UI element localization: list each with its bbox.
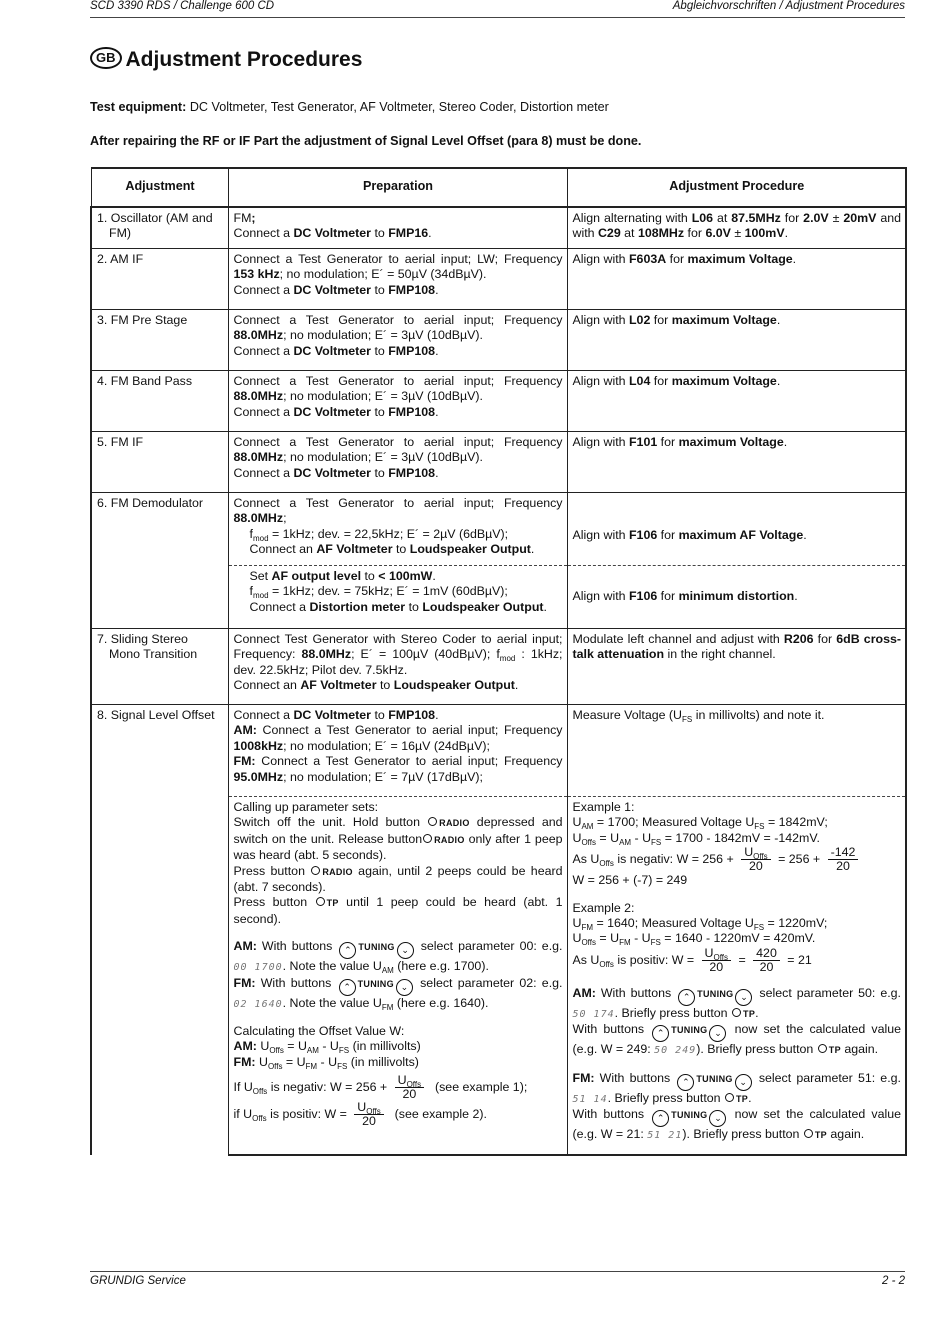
radio-button-icon [423,834,432,843]
tuning-down-icon: ⌄ [396,979,413,996]
page-footer [90,1271,905,1290]
col-preparation: Preparation [228,168,567,207]
radio-button-icon [428,817,437,826]
gb-badge: GB [90,47,122,69]
tuning-down-icon: ⌄ [709,1025,726,1042]
tuning-up-icon: ⌃ [339,979,356,996]
page-title [90,47,362,72]
radio-button-icon [311,866,320,875]
header-right: Abgleichvorschriften / Adjustment Procedures [672,0,905,12]
footer-left: GRUNDIG Service [90,1275,186,1287]
notice: After repairing the RF or IF Part the adjustment of Signal Level Offset (para 8) must be done. [90,134,642,148]
tp-button-icon [818,1044,827,1053]
tp-button-icon [804,1129,813,1138]
table-row: 8. Signal Level Offset Connect a DC Voltmeter to FMP108. AM: Connect a Test Generator to aerial input; Frequency 1008kHz; no modulation; E´ = 16µV (24dBµV); FM: Connect a Test Generator to aerial input; Frequency 95.0MHz; no modulation; E´ = 7µV (17dBµV); Measure Voltage ($U_{FS}$ in millivolts) and note it. [91,705,906,797]
table-row: 2. AM IF Connect a Test Generator to aerial input; LW; Frequency 153 kHz; no modulation; E´ = 50µV (34dBµV). Connect a DC Voltmeter to FMP108. Align with F603A for maximum Voltage. [91,249,906,310]
tuning-up-icon: ⌃ [678,989,695,1006]
test-equipment-label: Test equipment: [90,100,187,114]
tuning-down-icon: ⌄ [397,942,414,959]
test-equipment-text: DC Voltmeter, Test Generator, AF Voltmeter, Stereo Coder, Distortion meter [189,100,609,114]
page-header [90,0,905,18]
tp-button-icon [732,1008,741,1017]
title-text: Adjustment Procedures [125,48,363,71]
table-row: 4. FM Band Pass Connect a Test Generator to aerial input; Frequency 88.0MHz; no modulation; E´ = 3µV (10dBµV). Connect a DC Voltmeter to FMP108. Align with L04 for maximum Voltage. [91,371,906,432]
test-equipment [90,100,609,114]
tuning-down-icon: ⌄ [709,1110,726,1127]
adjustment-table [90,167,907,1156]
tuning-up-icon: ⌃ [677,1074,694,1091]
table-row: Calling up parameter sets: Switch off the unit. Hold button RADIO depressed and switch on the unit. Release button RADIO only after 1 peep was heard (abt. 5 seconds). Press button RADIO again, until 2 peeps could be heard (abt. 7 seconds). Press button TP until 1 peep could be heard (abt. 1 second). AM: With buttons ⌃ TUNING ⌄ select parameter 00: e.g. 00 1700. Note the value $U_{AM}$ (here e.g. 1700). FM: With buttons ⌃ TUNING ⌄ select parameter 02: e.g. 02 1640. Note the value $U_{FM}$ (here e.g. 1640). Calculating the Offset Value W: AM: $U_{Offs} = U_{AM} - U_{FS}$ (in millivolts) FM: $U_{Offs} = U_{FM} - U_{FS}$ (in millivolts) If $U_{Offs}$ is negativ: W = 256 + $\frac{U_{Offs}}{20}$ (see example 1); if $U_{Offs}$ is positiv: W = $\frac{U_{Offs}}{20}$ (see example 2). Example 1: $U_{AM} = 1700$; Measured Voltage $U_{FS} = 1842mV$; $U_{Offs} = U_{AM} - U_{FS} = 1700 - 1842mV = -142mV$. As $U_{Offs}$ is negativ: W = 256 + $\frac{U_{Offs}}{20}$ = 256 + $\frac{-142}{20}$ W = 256 + (-7) = 249 Example 2: $U_{FM} = 1640$; Measured Voltage $U_{FS} = 1220mV$; $U_{Offs} = U_{FM} - U_{FS} = 1640 - 1220mV = 420mV$. As $U_{Offs}$ is positiv: W = $\frac{U_{Offs}}{20}$ = $\frac{420}{20}$ = 21 AM: With buttons ⌃ TUNING ⌄ select parameter 50: e.g. 50 174. Briefly press button TP. With buttons ⌃ TUNING ⌄ now set the calculated value (e.g. W = 249: 50 249). Briefly press button TP again. FM: With buttons ⌃ TUNING ⌄ select parameter 51: e.g. 51 14. Briefly press button TP. With buttons ⌃ TUNING ⌄ now set the calculated value (e.g. W = 21: 51 21). Briefly press button TP again. [91,797,906,1156]
col-adjustment: Adjustment [91,168,228,207]
header-left: SCD 3390 RDS / Challenge 600 CD [90,0,275,12]
table-row: 5. FM IF Connect a Test Generator to aerial input; Frequency 88.0MHz; no modulation; E´ = 3µV (10dBµV). Connect a DC Voltmeter to FMP108. Align with F101 for maximum Voltage. [91,432,906,493]
tuning-up-icon: ⌃ [652,1025,669,1042]
table-row: 6. FM Demodulator Connect a Test Generator to aerial input; Frequency 88.0MHz; $f_{mod} = 1kHz$; dev. = 22,5kHz; E´ = 2µV (6dBµV); Connect an AF Voltmeter to Loudspeaker Output. Align with F106 for maximum AF Voltage. [91,493,906,566]
tp-button-icon [725,1093,734,1102]
table-row: 1. Oscillator (AM and FM) FM; Connect a DC Voltmeter to FMP16. Align alternating with L06 at 87.5MHz for 2.0V ± 20mV and with C29 at 108MHz for 6.0V ± 100mV. [91,207,906,249]
tuning-down-icon: ⌄ [735,989,752,1006]
table-row: Set AF output level to < 100mW. $f_{mod} = 1kHz$; dev. = 75kHz; E´ = 1mV (60dBµV); Connect a Distortion meter to Loudspeaker Output. Align with F106 for minimum distortion. [91,566,906,629]
page-number: 2 - 2 [881,1275,905,1287]
tuning-up-icon: ⌃ [652,1110,669,1127]
table-row: 3. FM Pre Stage Connect a Test Generator to aerial input; Frequency 88.0MHz; no modulation; E´ = 3µV (10dBµV). Connect a DC Voltmeter to FMP108. Align with L02 for maximum Voltage. [91,310,906,371]
tuning-up-icon: ⌃ [339,942,356,959]
tp-button-icon [316,897,325,906]
tuning-down-icon: ⌄ [735,1074,752,1091]
table-row: 7. Sliding Stereo Mono Transition Connect Test Generator with Stereo Coder to aerial input; Frequency: 88.0MHz; E´ = 100µV (40dBµV); $f_{mod}$ : 1kHz; dev. 22.5kHz; Pilot dev. 7.5kHz. Connect an AF Voltmeter to Loudspeaker Output. Modulate left channel and adjust with R206 for 6dB cross-talk attenuation in the right channel. [91,629,906,705]
col-procedure: Adjustment Procedure [567,168,906,207]
table-header [91,168,906,207]
